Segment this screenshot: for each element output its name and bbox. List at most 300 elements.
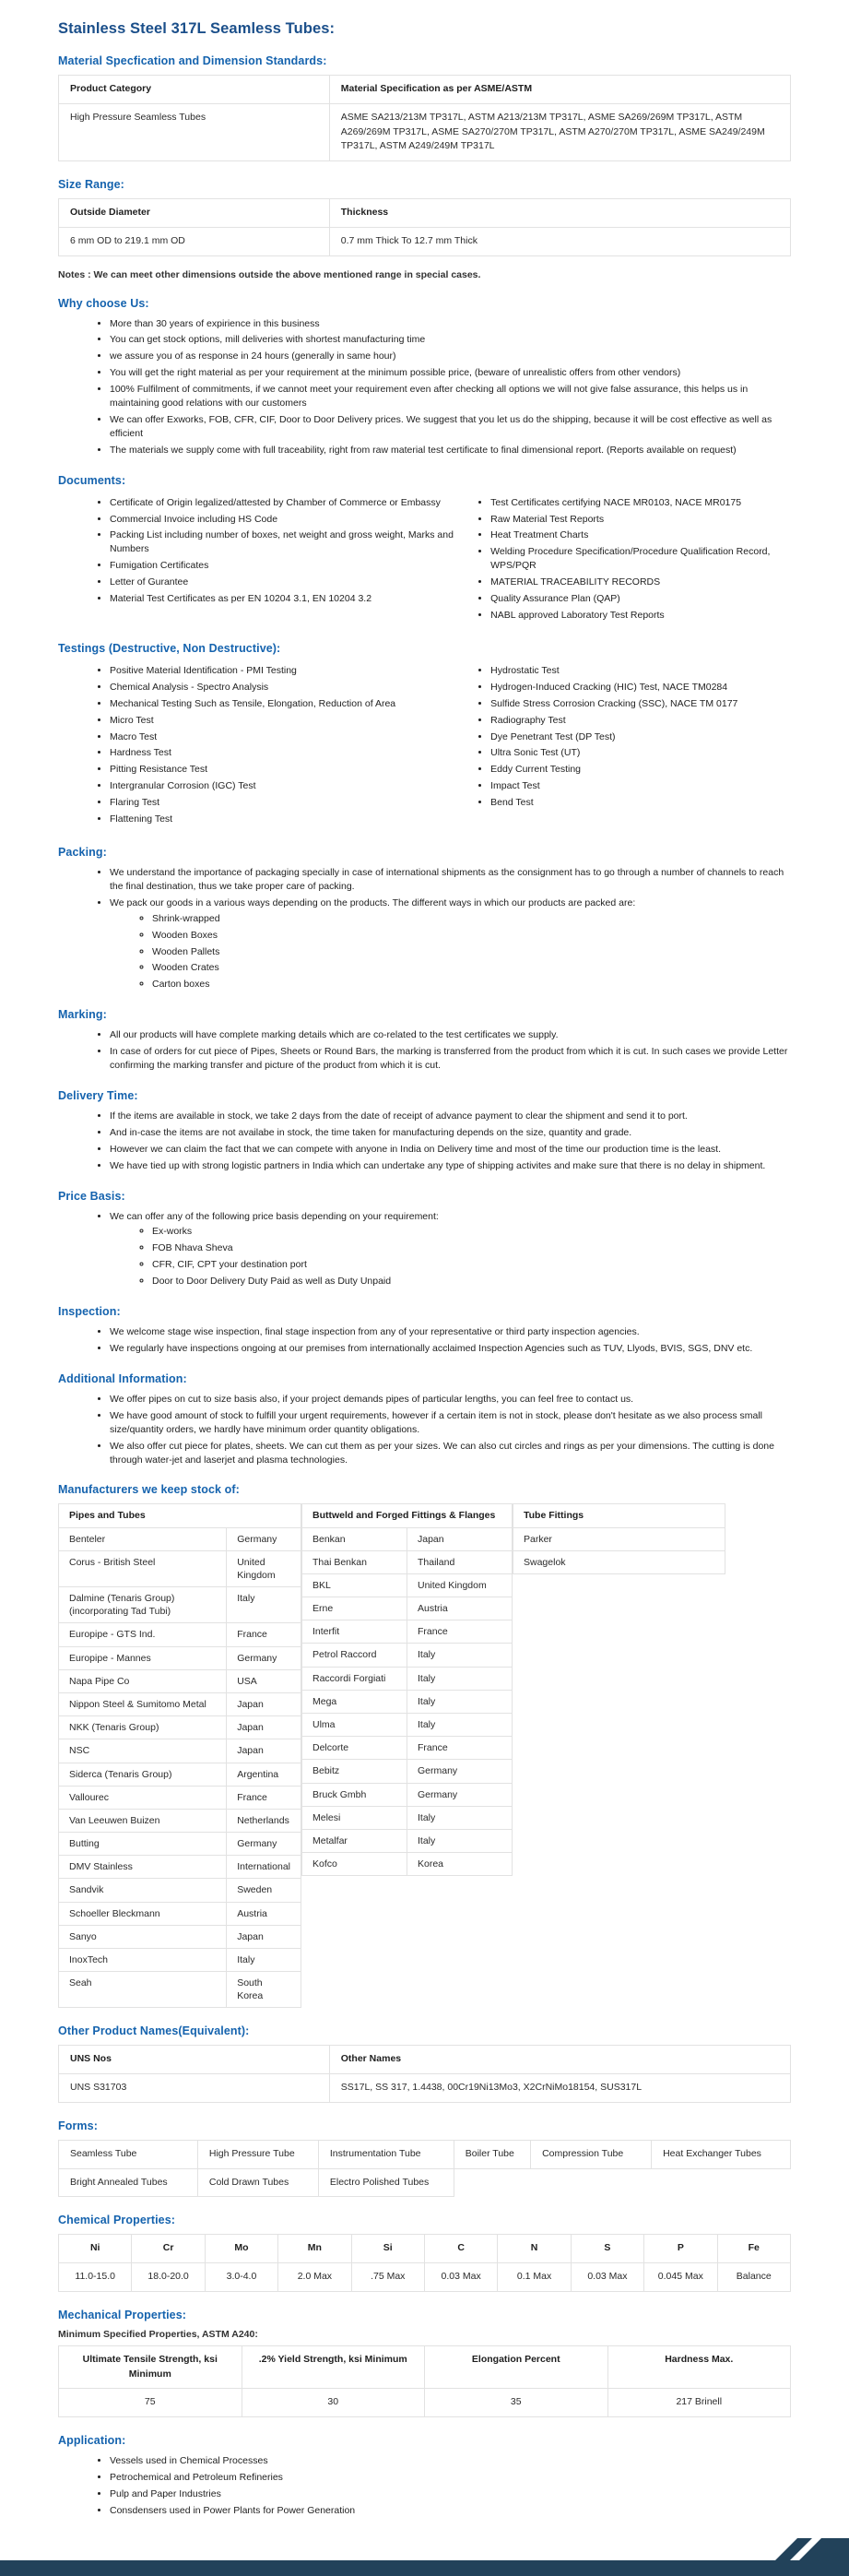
list-item: • Flaring Test: [110, 796, 476, 810]
cell-uns: UNS S31703: [59, 2074, 330, 2103]
list-item: • Petrochemical and Petroleum Refineries: [110, 2471, 791, 2485]
cell-mechanical-value: 30: [242, 2389, 425, 2417]
cell-manufacturer: NKK (Tenaris Group): [59, 1716, 227, 1739]
cell-manufacturer: Vallourec: [59, 1786, 227, 1809]
why-choose-us-list: [58, 317, 791, 457]
cell-chemical-value: .75 Max: [351, 2263, 424, 2292]
section-inspection: [58, 1305, 791, 1356]
documents-columns: [58, 494, 791, 625]
list-item: • Material Test Certificates as per EN 10204 3.1, EN 10204 3.2: [110, 592, 476, 606]
cell-thickness: 0.7 mm Thick To 12.7 mm Thick: [329, 227, 790, 255]
list-item: • All our products will have complete marking details which are co-related to the test certificates we supply.: [110, 1028, 791, 1042]
cell-country: South Korea: [227, 1972, 301, 2008]
testings-list-left: [58, 664, 476, 826]
cell-chemical-value: 18.0-20.0: [132, 2263, 205, 2292]
cell-country: Italy: [227, 1948, 301, 1971]
list-item: • Hardness Test: [110, 746, 476, 760]
documents-list-right: [476, 496, 791, 623]
column-header-pipes-and-tubes: Pipes and Tubes: [59, 1504, 301, 1527]
list-item: ◦ Wooden Boxes: [152, 929, 791, 943]
size-range-heading: Size Range:: [58, 178, 124, 191]
table-row: [59, 1763, 301, 1786]
documents-heading: Documents:: [58, 473, 126, 487]
cell-country: Germany: [227, 1833, 301, 1856]
column-header-element: Mo: [205, 2235, 277, 2263]
column-header-element: S: [571, 2235, 643, 2263]
price-basis-intro: We can offer any of the following price basis depending on your requirement:: [110, 1210, 439, 1222]
cell-country: Japan: [407, 1527, 513, 1550]
cell-country: Korea: [407, 1853, 513, 1876]
list-item: • MATERIAL TRACEABILITY RECORDS: [490, 576, 791, 589]
table-row: [302, 1783, 513, 1806]
list-item: • 100% Fulfilment of commitments, if we cannot meet your requirement even after checking all options we will not give false assurance, this helps us in maintaining good relations with our customers: [110, 383, 791, 410]
cell-country: United Kingdom: [227, 1550, 301, 1586]
list-item: • NABL approved Laboratory Test Reports: [490, 609, 791, 623]
testings-columns: [58, 662, 791, 829]
table-row: [59, 1833, 301, 1856]
cell-country: United Kingdom: [407, 1573, 513, 1597]
list-item: • Intergranular Corrosion (IGC) Test: [110, 779, 476, 793]
cell-product-category: High Pressure Seamless Tubes: [59, 103, 330, 160]
table-row: [513, 1527, 725, 1550]
list-item: • Pulp and Paper Industries: [110, 2487, 791, 2501]
table-row: [59, 1646, 301, 1669]
forms-table: [58, 2140, 791, 2198]
list-item: • Sulfide Stress Corrosion Cracking (SSC), NACE TM 0177: [490, 697, 791, 711]
list-item: • And in-case the items are not availabe in stock, the time taken for manufacturing depends on the size, quantity and grade.: [110, 1126, 791, 1140]
table-header-row: [59, 76, 791, 104]
table-row: [59, 1809, 301, 1832]
list-item: ◦ Wooden Pallets: [152, 945, 791, 959]
cell-manufacturer: Sanyo: [59, 1925, 227, 1948]
list-item: ◦ FOB Nhava Sheva: [152, 1241, 791, 1255]
cell-material-spec: ASME SA213/213M TP317L, ASTM A213/213M TP317L, ASME SA269/269M TP317L, ASTM A269/269M TP317L, ASME SA270/270M TP317L, ASTM A270/270M TP317L, ASME SA249/249M TP317L, ASTM A249/249M TP317L: [329, 103, 790, 160]
section-price-basis: [58, 1190, 791, 1289]
list-item: • Welding Procedure Specification/Procedure Qualification Record, WPS/PQR: [490, 545, 791, 573]
mechanical-heading: Mechanical Properties:: [58, 2308, 187, 2321]
cell-manufacturer: Mega: [302, 1690, 407, 1713]
list-item: • Eddy Current Testing: [490, 763, 791, 777]
marking-heading: Marking:: [58, 1008, 107, 1022]
cell-manufacturer: Benkan: [302, 1527, 407, 1550]
cell-country: France: [407, 1737, 513, 1760]
cell-form: Boiler Tube: [454, 2140, 530, 2168]
cell-chemical-value: Balance: [717, 2263, 790, 2292]
cell-manufacturer: Sandvik: [59, 1879, 227, 1902]
list-item: • Heat Treatment Charts: [490, 528, 791, 542]
cell-chemical-value: 0.045 Max: [644, 2263, 717, 2292]
footer-band: [0, 2560, 849, 2576]
list-item: • However we can claim the fact that we can compete with anyone in India on Delivery time and most of the time our production time is the least.: [110, 1143, 791, 1157]
other-names-heading: Other Product Names(Equivalent):: [58, 2024, 250, 2038]
column-header-product-category: Product Category: [59, 76, 330, 104]
section-application: [58, 2434, 791, 2518]
tube-fittings-table: [513, 1503, 725, 1574]
list-item: • Quality Assurance Plan (QAP): [490, 592, 791, 606]
cell-country: Germany: [407, 1760, 513, 1783]
list-item: • We can offer Exworks, FOB, CFR, CIF, Door to Door Delivery prices. We suggest that you let us do the shipping, because it will be cost effective as well as efficient: [110, 413, 791, 441]
testings-list-right: [476, 664, 791, 810]
table-row: [59, 1925, 301, 1948]
cell-country: Germany: [227, 1646, 301, 1669]
inspection-list: [58, 1325, 791, 1356]
packing-intro: We pack our goods in a various ways depending on the products. The different ways in which our products are packed are:: [110, 896, 636, 908]
cell-manufacturer: BKL: [302, 1573, 407, 1597]
column-header-mechanical: Hardness Max.: [607, 2345, 791, 2389]
column-header-element: Mn: [278, 2235, 351, 2263]
list-item: • We understand the importance of packaging specially in case of international shipments as the consignment has to go through a number of channels to reach the final destination, thus we take proper care of packing.: [110, 866, 791, 894]
cell-country: Japan: [227, 1925, 301, 1948]
cell-manufacturer: Petrol Raccord: [302, 1644, 407, 1667]
cell-country: Italy: [227, 1587, 301, 1623]
list-item: • Raw Material Test Reports: [490, 513, 791, 527]
mechanical-properties-table: [58, 2345, 791, 2417]
cell-manufacturer: Kofco: [302, 1853, 407, 1876]
list-item: • Ultra Sonic Test (UT): [490, 746, 791, 760]
manufacturers-heading: Manufacturers we keep stock of:: [58, 1483, 240, 1497]
cell-chemical-value: 11.0-15.0: [59, 2263, 132, 2292]
cell-manufacturer: Corus - British Steel: [59, 1550, 227, 1586]
column-header-od: Outside Diameter: [59, 199, 330, 228]
list-item: • We offer pipes on cut to size basis also, if your project demands pipes of particular lengths, you can feel free to contact us.: [110, 1393, 791, 1407]
cell-manufacturer: Ulma: [302, 1713, 407, 1736]
table-header-row: [59, 2235, 791, 2263]
cell-country: USA: [227, 1669, 301, 1692]
list-item: • Consdensers used in Power Plants for Power Generation: [110, 2504, 791, 2518]
list-item: ◦ Shrink-wrapped: [152, 912, 791, 926]
section-other-names: [58, 2024, 791, 2103]
table-header-row: [59, 1504, 301, 1527]
table-row: [59, 1948, 301, 1971]
section-material-spec: [58, 54, 791, 161]
table-row: [59, 1856, 301, 1879]
table-row: [59, 2168, 791, 2197]
why-choose-us-heading: Why choose Us:: [58, 296, 149, 310]
table-row: [59, 227, 791, 255]
list-item: [110, 896, 791, 991]
table-row: [59, 2140, 791, 2168]
cell-manufacturer: Swagelok: [513, 1550, 725, 1573]
cell-country: Italy: [407, 1829, 513, 1852]
chemical-heading: Chemical Properties:: [58, 2214, 176, 2227]
section-marking: [58, 1008, 791, 1073]
chemical-properties-table: [58, 2234, 791, 2292]
manufacturers-tables: [58, 1503, 791, 2008]
cell-chemical-value: 3.0-4.0: [205, 2263, 277, 2292]
forms-heading: Forms:: [58, 2119, 98, 2132]
section-testings: [58, 642, 791, 829]
cell-manufacturer: Europipe - GTS Ind.: [59, 1623, 227, 1646]
cell-manufacturer: Raccordi Forgiati: [302, 1667, 407, 1690]
table-row: [59, 1527, 301, 1550]
list-item: ◦ Wooden Crates: [152, 961, 791, 975]
footer-diagonal-decoration: [761, 2538, 849, 2560]
list-item: • More than 30 years of expirience in this business: [110, 317, 791, 331]
cell-country: Austria: [227, 1902, 301, 1925]
cell-form: Compression Tube: [531, 2140, 652, 2168]
list-item: • You will get the right material as per your requirement at the minimum possible price, (beware of unrealistic offers from other vendors): [110, 366, 791, 380]
cell-manufacturer: Europipe - Mannes: [59, 1646, 227, 1669]
column-header-element: Ni: [59, 2235, 132, 2263]
list-item: • Test Certificates certifying NACE MR0103, NACE MR0175: [490, 496, 791, 510]
documents-list-left: [58, 496, 476, 606]
cell-manufacturer: Benteler: [59, 1527, 227, 1550]
column-header-buttweld: Buttweld and Forged Fittings & Flanges: [302, 1504, 513, 1527]
cell-manufacturer: Delcorte: [302, 1737, 407, 1760]
list-item: • We also offer cut piece for plates, sheets. We can cut them as per your sizes. We can also cut circles and rings as per your dimensions. The cutting is done through water-jet and laserjet and plasma technologies.: [110, 1440, 791, 1467]
cell-country: International: [227, 1856, 301, 1879]
list-item: • Macro Test: [110, 730, 476, 744]
list-item: • Commercial Invoice including HS Code: [110, 513, 476, 527]
cell-manufacturer: Napa Pipe Co: [59, 1669, 227, 1692]
table-header-row: [513, 1504, 725, 1527]
packing-heading: Packing:: [58, 845, 107, 859]
list-item: • Hydrostatic Test: [490, 664, 791, 678]
list-item: • Flattening Test: [110, 813, 476, 826]
cell-manufacturer: Seah: [59, 1972, 227, 2008]
packing-sublist: [110, 912, 791, 992]
table-row: [302, 1853, 513, 1876]
table-header-row: [59, 2345, 791, 2389]
list-item: ◦ Door to Door Delivery Duty Paid as well as Duty Unpaid: [152, 1275, 791, 1288]
cell-manufacturer: Melesi: [302, 1806, 407, 1829]
cell-manufacturer: NSC: [59, 1739, 227, 1763]
table-row: [302, 1644, 513, 1667]
price-basis-list: [58, 1210, 791, 1289]
column-header-uns: UNS Nos: [59, 2046, 330, 2074]
column-header-element: N: [498, 2235, 571, 2263]
cell-manufacturer: Nippon Steel & Sumitomo Metal: [59, 1692, 227, 1715]
list-item: ◦ CFR, CIF, CPT your destination port: [152, 1258, 791, 1272]
list-item: • We have good amount of stock to fulfill your urgent requirements, however if a certain item is not in stock, please don't hesitate as we also process small size/quantity orders, we hardly have minimum order quantity obligations.: [110, 1409, 791, 1437]
size-range-table: [58, 198, 791, 256]
section-packing: [58, 846, 791, 991]
table-row: [302, 1550, 513, 1573]
cell-country: France: [227, 1623, 301, 1646]
table-row: [59, 1786, 301, 1809]
list-item: • Positive Material Identification - PMI Testing: [110, 664, 476, 678]
cell-country: Italy: [407, 1690, 513, 1713]
cell-country: France: [407, 1620, 513, 1644]
cell-manufacturer: Interfit: [302, 1620, 407, 1644]
inspection-heading: Inspection:: [58, 1305, 121, 1319]
material-spec-heading: Material Specfication and Dimension Standards:: [58, 54, 327, 67]
cell-chemical-value: 0.1 Max: [498, 2263, 571, 2292]
column-header-thickness: Thickness: [329, 199, 790, 228]
table-row: [302, 1667, 513, 1690]
application-list: [58, 2454, 791, 2518]
section-delivery-time: [58, 1089, 791, 1173]
cell-manufacturer: Butting: [59, 1833, 227, 1856]
cell-chemical-value: 2.0 Max: [278, 2263, 351, 2292]
table-row: [513, 1550, 725, 1573]
mechanical-note: Minimum Specified Properties, ASTM A240:: [58, 2328, 258, 2340]
price-basis-heading: Price Basis:: [58, 1189, 125, 1203]
section-forms: [58, 2119, 791, 2198]
list-item: • The materials we supply come with full traceability, right from raw material test certificate to final dimensional report. (Reports available on request): [110, 444, 791, 457]
cell-country: Italy: [407, 1713, 513, 1736]
buttweld-fittings-table: [301, 1503, 513, 1876]
cell-od: 6 mm OD to 219.1 mm OD: [59, 227, 330, 255]
table-row: [302, 1713, 513, 1736]
cell-country: Japan: [227, 1692, 301, 1715]
cell-form: Instrumentation Tube: [318, 2140, 454, 2168]
list-item: • Hydrogen-Induced Cracking (HIC) Test, NACE TM0284: [490, 681, 791, 694]
section-additional-info: [58, 1372, 791, 1467]
delivery-time-heading: Delivery Time:: [58, 1088, 138, 1102]
cell-manufacturer: Thai Benkan: [302, 1550, 407, 1573]
table-header-row: [59, 2046, 791, 2074]
cell-form: High Pressure Tube: [197, 2140, 318, 2168]
cell-manufacturer: Parker: [513, 1527, 725, 1550]
cell-other-names: SS17L, SS 317, 1.4438, 00Cr19Ni13Mo3, X2CrNiMo18154, SUS317L: [329, 2074, 790, 2103]
table-row: [59, 2263, 791, 2292]
column-header-mechanical: Ultimate Tensile Strength, ksi Minimum: [59, 2345, 242, 2389]
cell-manufacturer: Erne: [302, 1597, 407, 1620]
list-item: [110, 1210, 791, 1289]
marking-list: [58, 1028, 791, 1073]
cell-country: Netherlands: [227, 1809, 301, 1832]
cell-manufacturer: Schoeller Bleckmann: [59, 1902, 227, 1925]
column-header-element: Cr: [132, 2235, 205, 2263]
cell-mechanical-value: 35: [425, 2389, 608, 2417]
table-header-row: [59, 199, 791, 228]
cell-country: Argentina: [227, 1763, 301, 1786]
list-item: ◦ Ex-works: [152, 1225, 791, 1239]
list-item: • Chemical Analysis - Spectro Analysis: [110, 681, 476, 694]
cell-country: Germany: [407, 1783, 513, 1806]
application-heading: Application:: [58, 2434, 126, 2448]
list-item: • If the items are available in stock, we take 2 days from the date of receipt of advance payment to clear the shipment and send it to port.: [110, 1110, 791, 1123]
table-row: [59, 1623, 301, 1646]
cell-chemical-value: 0.03 Max: [571, 2263, 643, 2292]
cell-empty: [454, 2168, 530, 2197]
table-row: [59, 103, 791, 160]
table-row: [302, 1573, 513, 1597]
cell-manufacturer: DMV Stainless: [59, 1856, 227, 1879]
list-item: ◦ Carton boxes: [152, 978, 791, 991]
size-range-note: Notes : We can meet other dimensions outside the above mentioned range in special cases.: [58, 268, 481, 280]
table-row: [302, 1690, 513, 1713]
table-row: [59, 1902, 301, 1925]
cell-country: France: [227, 1786, 301, 1809]
section-chemical: [58, 2214, 791, 2292]
cell-country: Italy: [407, 1644, 513, 1667]
table-row: [59, 1739, 301, 1763]
cell-manufacturer: InoxTech: [59, 1948, 227, 1971]
list-item: • Mechanical Testing Such as Tensile, Elongation, Reduction of Area: [110, 697, 476, 711]
table-header-row: [302, 1504, 513, 1527]
cell-form: Seamless Tube: [59, 2140, 198, 2168]
list-item: • we assure you of as response in 24 hours (generally in same hour): [110, 350, 791, 363]
list-item: • Letter of Gurantee: [110, 576, 476, 589]
cell-manufacturer: Bebitz: [302, 1760, 407, 1783]
table-row: [302, 1737, 513, 1760]
cell-country: Austria: [407, 1597, 513, 1620]
cell-manufacturer: Bruck Gmbh: [302, 1783, 407, 1806]
section-size-range: [58, 178, 791, 280]
cell-manufacturer: Metalfar: [302, 1829, 407, 1852]
list-item: • In case of orders for cut piece of Pipes, Sheets or Round Bars, the marking is transferred from the product from which it is cut. In such cases we provide Letter confirming the marking transfer and picture of the product from which it is cut.: [110, 1045, 791, 1073]
table-row: [59, 1550, 301, 1586]
column-header-element: C: [424, 2235, 497, 2263]
table-row: [302, 1760, 513, 1783]
table-row: [59, 2074, 791, 2103]
cell-country: Japan: [227, 1739, 301, 1763]
column-header-mechanical: Elongation Percent: [425, 2345, 608, 2389]
list-item: • Impact Test: [490, 779, 791, 793]
column-header-mechanical: .2% Yield Strength, ksi Minimum: [242, 2345, 425, 2389]
list-item: • We regularly have inspections ongoing at our premises from internationally acclaimed Inspection Agencies such as TUV, Llyods, BVIS, SGS, DNV etc.: [110, 1342, 791, 1356]
table-row: [302, 1829, 513, 1852]
list-item: • Dye Penetrant Test (DP Test): [490, 730, 791, 744]
list-item: • Certificate of Origin legalized/attested by Chamber of Commerce or Embassy: [110, 496, 476, 510]
column-header-element: Si: [351, 2235, 424, 2263]
cell-country: Japan: [227, 1716, 301, 1739]
cell-manufacturer: Dalmine (Tenaris Group) (incorporating Tad Tubi): [59, 1587, 227, 1623]
table-row: [59, 2389, 791, 2417]
table-row: [302, 1597, 513, 1620]
cell-manufacturer: Van Leeuwen Buizen: [59, 1809, 227, 1832]
pipes-and-tubes-table: [58, 1503, 301, 2008]
list-item: • Pitting Resistance Test: [110, 763, 476, 777]
cell-manufacturer: Siderca (Tenaris Group): [59, 1763, 227, 1786]
section-mechanical: [58, 2309, 791, 2417]
table-row: [302, 1806, 513, 1829]
cell-empty: [531, 2168, 652, 2197]
table-row: [59, 1692, 301, 1715]
cell-form: Heat Exchanger Tubes: [652, 2140, 791, 2168]
column-header-element: Fe: [717, 2235, 790, 2263]
list-item: • We have tied up with strong logistic partners in India which can undertake any type of shipping activites and make sure that there is no delay in shipment.: [110, 1159, 791, 1173]
cell-country: Italy: [407, 1806, 513, 1829]
cell-country: Thailand: [407, 1550, 513, 1573]
list-item: • Bend Test: [490, 796, 791, 810]
list-item: • Packing List including number of boxes, net weight and gross weight, Marks and Numbers: [110, 528, 476, 556]
column-header-material-spec: Material Specification as per ASME/ASTM: [329, 76, 790, 104]
column-header-tube-fittings: Tube Fittings: [513, 1504, 725, 1527]
page-title: Stainless Steel 317L Seamless Tubes:: [58, 20, 336, 37]
table-row: [59, 1587, 301, 1623]
table-row: [302, 1620, 513, 1644]
cell-country: Sweden: [227, 1879, 301, 1902]
cell-country: Germany: [227, 1527, 301, 1550]
list-item: • We welcome stage wise inspection, final stage inspection from any of your representative or third party inspection agencies.: [110, 1325, 791, 1339]
cell-country: Italy: [407, 1667, 513, 1690]
table-row: [59, 1972, 301, 2008]
cell-chemical-value: 0.03 Max: [424, 2263, 497, 2292]
cell-empty: [652, 2168, 791, 2197]
delivery-time-list: [58, 1110, 791, 1173]
column-header-element: P: [644, 2235, 717, 2263]
material-spec-table: [58, 75, 791, 161]
packing-list: [58, 866, 791, 991]
table-row: [59, 1879, 301, 1902]
list-item: • You can get stock options, mill deliveries with shortest manufacturing time: [110, 333, 791, 347]
list-item: • Fumigation Certificates: [110, 559, 476, 573]
price-basis-sublist: [110, 1225, 791, 1288]
list-item: • Vessels used in Chemical Processes: [110, 2454, 791, 2468]
section-manufacturers: [58, 1483, 791, 2008]
cell-form: Bright Annealed Tubes: [59, 2168, 198, 2197]
additional-info-heading: Additional Information:: [58, 1371, 187, 1385]
cell-mechanical-value: 217 Brinell: [607, 2389, 791, 2417]
other-names-table: [58, 2045, 791, 2103]
section-documents: [58, 474, 791, 625]
cell-form: Cold Drawn Tubes: [197, 2168, 318, 2197]
table-row: [59, 1716, 301, 1739]
additional-info-list: [58, 1393, 791, 1467]
